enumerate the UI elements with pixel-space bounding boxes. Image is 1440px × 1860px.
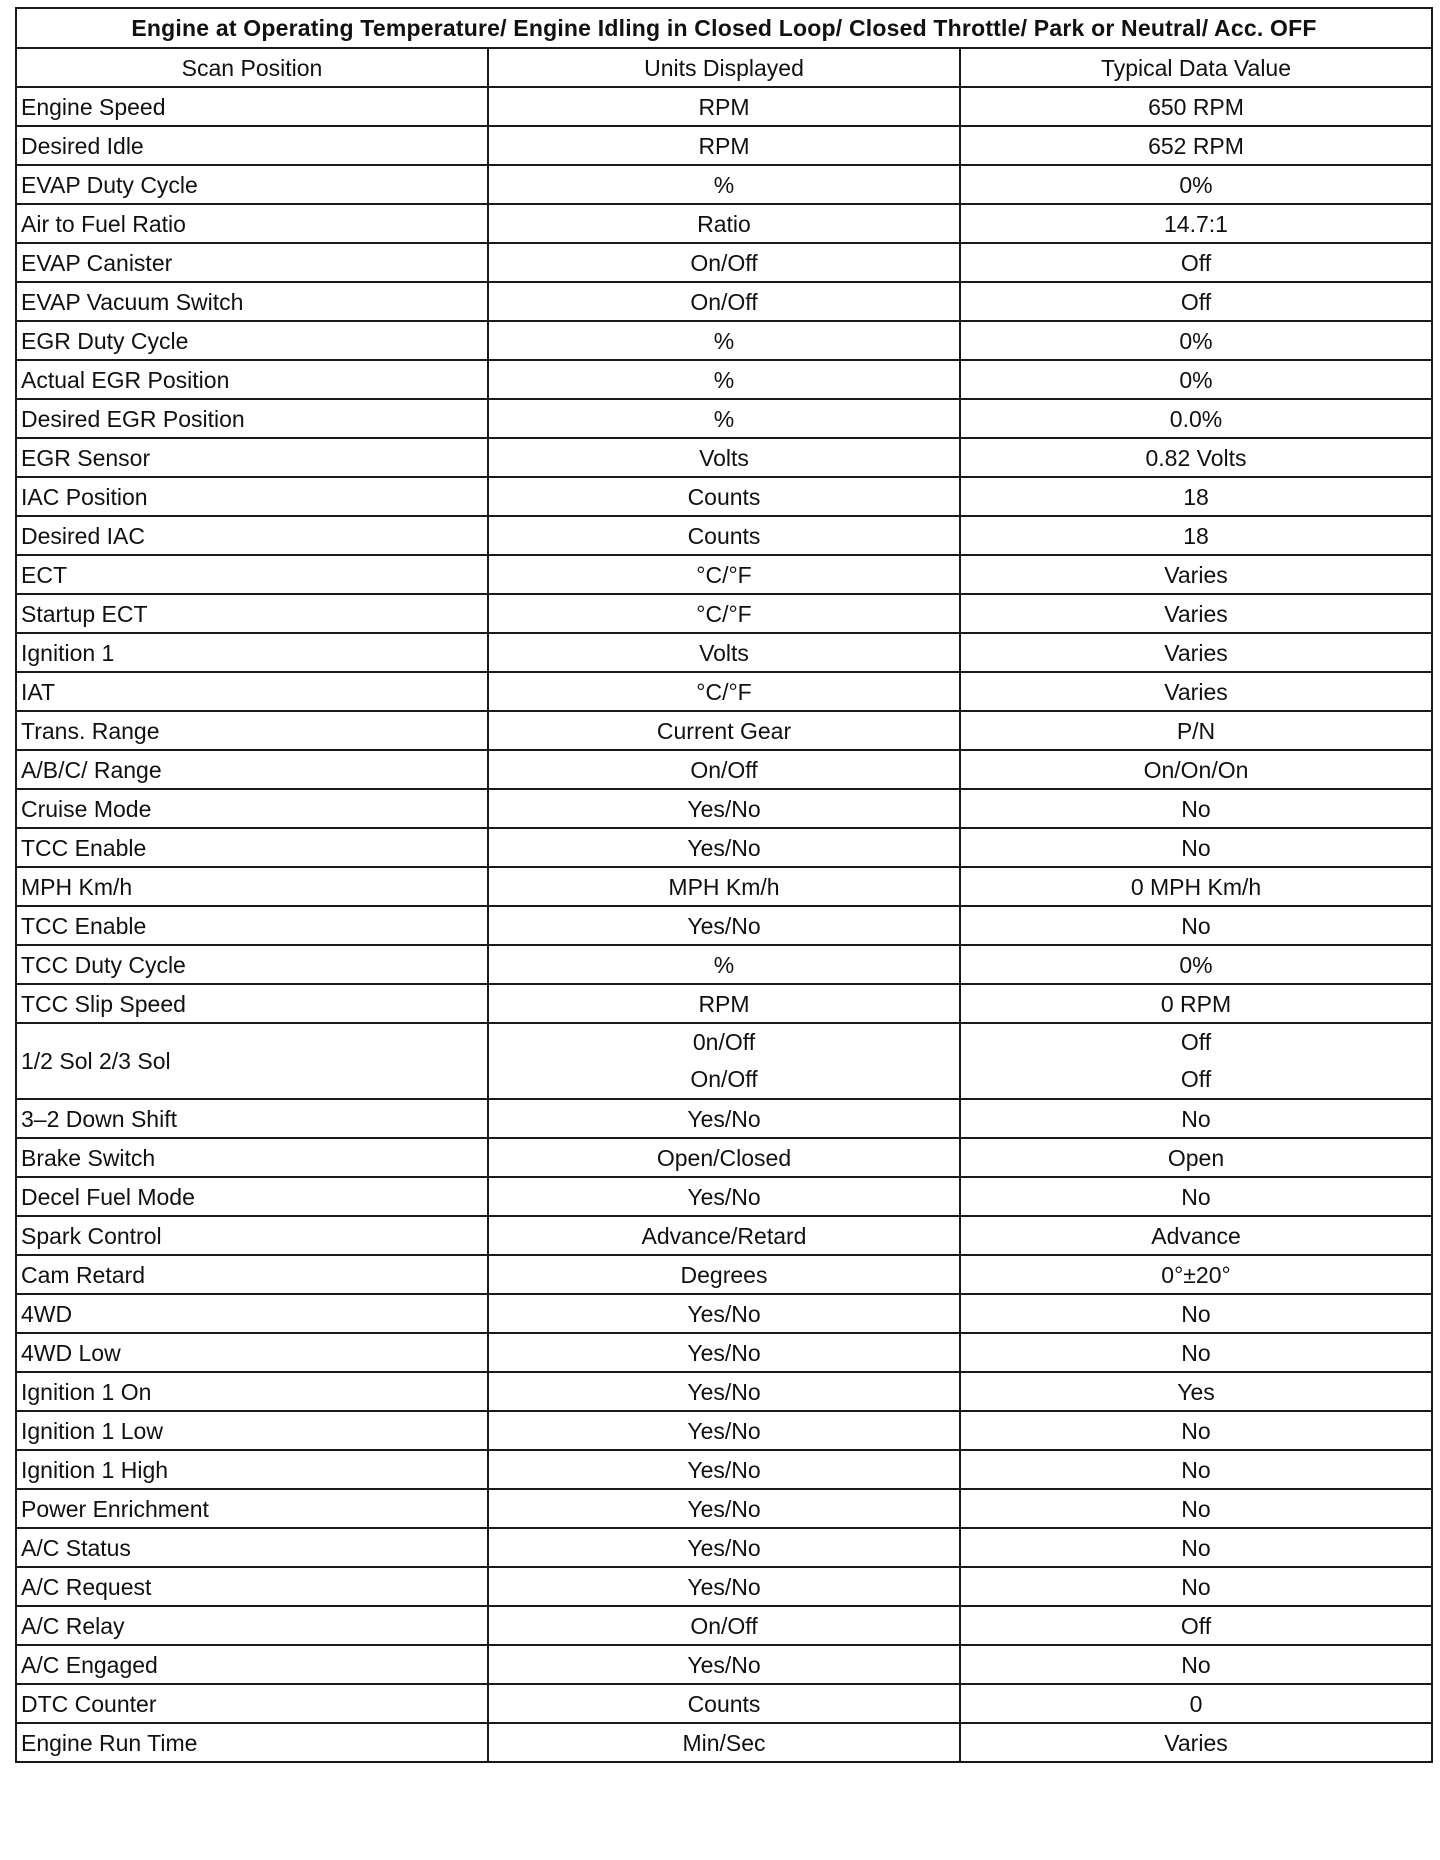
scan-position-cell: 4WD Low: [16, 1333, 488, 1372]
table-row: [16, 828, 1432, 867]
typical-value-cell: 0 RPM: [960, 984, 1432, 1023]
units-cell: Advance/Retard: [488, 1216, 960, 1255]
scan-position-cell: EGR Duty Cycle: [16, 321, 488, 360]
typical-value-cell: 0: [960, 1684, 1432, 1723]
table-row: [16, 867, 1432, 906]
table-row: [16, 360, 1432, 399]
units-cell-line-2: On/Off: [690, 1066, 758, 1092]
scan-position-cell: 4WD: [16, 1294, 488, 1333]
units-cell: %: [488, 945, 960, 984]
units-cell: MPH Km/h: [488, 867, 960, 906]
table-row: [16, 711, 1432, 750]
typical-value-cell: No: [960, 1333, 1432, 1372]
header-typical-data-value: Typical Data Value: [960, 48, 1432, 87]
units-cell: On/Off: [488, 1606, 960, 1645]
units-cell: Yes/No: [488, 1099, 960, 1138]
typical-value-cell: No: [960, 789, 1432, 828]
table-row: [16, 1138, 1432, 1177]
scan-position-cell: 3–2 Down Shift: [16, 1099, 488, 1138]
table-row: [16, 1606, 1432, 1645]
table-row: [16, 672, 1432, 711]
table-row: [16, 594, 1432, 633]
scan-position-cell: IAC Position: [16, 477, 488, 516]
typical-value-cell: 0 MPH Km/h: [960, 867, 1432, 906]
table-row: [16, 1489, 1432, 1528]
scan-position-cell: A/C Request: [16, 1567, 488, 1606]
typical-value-cell: 0%: [960, 945, 1432, 984]
scan-position-cell: A/C Relay: [16, 1606, 488, 1645]
table-row: [16, 1177, 1432, 1216]
typical-value-cell: No: [960, 906, 1432, 945]
scan-position-cell: IAT: [16, 672, 488, 711]
units-cell: Counts: [488, 516, 960, 555]
table-row: [16, 1528, 1432, 1567]
units-cell: Ratio: [488, 204, 960, 243]
header-units-displayed: Units Displayed: [488, 48, 960, 87]
units-cell: RPM: [488, 87, 960, 126]
typical-value-cell: Varies: [960, 633, 1432, 672]
typical-value-cell: 18: [960, 477, 1432, 516]
scan-position-cell: Spark Control: [16, 1216, 488, 1255]
table-row: [16, 243, 1432, 282]
typical-value-cell: 0%: [960, 165, 1432, 204]
table-row: [16, 1411, 1432, 1450]
table-row: [16, 1567, 1432, 1606]
table-header-row: [16, 48, 1432, 87]
table-row: [16, 945, 1432, 984]
units-cell: °C/°F: [488, 555, 960, 594]
units-cell: RPM: [488, 984, 960, 1023]
table-row: [16, 1333, 1432, 1372]
scan-position-cell: Brake Switch: [16, 1138, 488, 1177]
units-cell: Yes/No: [488, 1411, 960, 1450]
scan-position-cell: Decel Fuel Mode: [16, 1177, 488, 1216]
table-row: [16, 789, 1432, 828]
typical-value-cell: No: [960, 1099, 1432, 1138]
scan-position-cell: Ignition 1 On: [16, 1372, 488, 1411]
table-row: [16, 1723, 1432, 1762]
table-row: [16, 984, 1432, 1023]
typical-value-cell: 0.0%: [960, 399, 1432, 438]
typical-value-cell: 652 RPM: [960, 126, 1432, 165]
units-cell: °C/°F: [488, 594, 960, 633]
scan-position-cell: Cam Retard: [16, 1255, 488, 1294]
units-cell: Yes/No: [488, 1333, 960, 1372]
scan-position-cell: EGR Sensor: [16, 438, 488, 477]
typical-value-cell: 0%: [960, 321, 1432, 360]
scan-position-cell: Ignition 1 Low: [16, 1411, 488, 1450]
units-cell: Current Gear: [488, 711, 960, 750]
table-row: [16, 438, 1432, 477]
table-row: [16, 165, 1432, 204]
typical-value-cell: 0%: [960, 360, 1432, 399]
scan-position-cell: Desired Idle: [16, 126, 488, 165]
table-row: [16, 477, 1432, 516]
scan-position-cell: A/C Status: [16, 1528, 488, 1567]
typical-value-cell: No: [960, 1528, 1432, 1567]
units-cell: Yes/No: [488, 1528, 960, 1567]
scan-position-cell: MPH Km/h: [16, 867, 488, 906]
table-row: [16, 1684, 1432, 1723]
scan-position-cell: A/B/C/ Range: [16, 750, 488, 789]
units-cell: [488, 1023, 960, 1099]
typical-value-cell: 14.7:1: [960, 204, 1432, 243]
scan-position-cell: ECT: [16, 555, 488, 594]
scan-position-cell: TCC Enable: [16, 906, 488, 945]
scan-position-cell: Engine Speed: [16, 87, 488, 126]
units-cell: %: [488, 321, 960, 360]
units-cell: Yes/No: [488, 1372, 960, 1411]
scan-data-table: [15, 7, 1433, 1763]
typical-value-cell: No: [960, 1489, 1432, 1528]
units-cell: Yes/No: [488, 828, 960, 867]
typical-value-cell: No: [960, 1450, 1432, 1489]
table-row: [16, 906, 1432, 945]
typical-value-cell: On/On/On: [960, 750, 1432, 789]
units-cell: RPM: [488, 126, 960, 165]
typical-value-cell: Off: [960, 243, 1432, 282]
typical-value-cell: Off: [960, 1606, 1432, 1645]
typical-value-cell-line-2: Off: [1180, 1066, 1212, 1092]
typical-value-cell: Varies: [960, 672, 1432, 711]
scan-position-cell: EVAP Duty Cycle: [16, 165, 488, 204]
units-cell: Yes/No: [488, 1645, 960, 1684]
table-title: Engine at Operating Temperature/ Engine Idling in Closed Loop/ Closed Throttle/ Park or Neutral/ Acc. OFF: [16, 8, 1432, 48]
table-row: [16, 1450, 1432, 1489]
scan-position-cell: TCC Enable: [16, 828, 488, 867]
scan-position-cell: Cruise Mode: [16, 789, 488, 828]
scan-position-cell: Air to Fuel Ratio: [16, 204, 488, 243]
table-row: [16, 399, 1432, 438]
table-body: [16, 87, 1432, 1762]
typical-value-cell: Yes: [960, 1372, 1432, 1411]
typical-value-cell: No: [960, 1177, 1432, 1216]
table-row: [16, 321, 1432, 360]
units-cell: Volts: [488, 633, 960, 672]
scan-position-cell: A/C Engaged: [16, 1645, 488, 1684]
units-cell: On/Off: [488, 750, 960, 789]
typical-value-cell: No: [960, 1645, 1432, 1684]
units-cell: %: [488, 165, 960, 204]
units-cell: Yes/No: [488, 1177, 960, 1216]
scan-position-cell: 1/2 Sol 2/3 Sol: [16, 1023, 488, 1099]
units-cell: Yes/No: [488, 1450, 960, 1489]
scan-position-cell: Actual EGR Position: [16, 360, 488, 399]
typical-value-cell: Advance: [960, 1216, 1432, 1255]
table-row: [16, 1645, 1432, 1684]
typical-value-cell: [960, 1023, 1432, 1099]
table-row: [16, 1099, 1432, 1138]
units-cell: Yes/No: [488, 789, 960, 828]
table-row: [16, 126, 1432, 165]
table-row: [16, 204, 1432, 243]
units-cell: Counts: [488, 1684, 960, 1723]
typical-value-cell: No: [960, 1411, 1432, 1450]
typical-value-cell: 0°±20°: [960, 1255, 1432, 1294]
table-row: [16, 1216, 1432, 1255]
typical-value-cell: No: [960, 1294, 1432, 1333]
units-cell: Yes/No: [488, 1567, 960, 1606]
units-cell: Open/Closed: [488, 1138, 960, 1177]
scan-position-cell: TCC Slip Speed: [16, 984, 488, 1023]
scan-position-cell: DTC Counter: [16, 1684, 488, 1723]
scan-position-cell: Desired IAC: [16, 516, 488, 555]
units-cell-line-1: 0n/Off: [692, 1029, 756, 1055]
table-row: [16, 750, 1432, 789]
typical-value-cell: 18: [960, 516, 1432, 555]
table-row: [16, 1023, 1432, 1099]
typical-value-cell: P/N: [960, 711, 1432, 750]
typical-value-cell: Varies: [960, 1723, 1432, 1762]
units-cell: Yes/No: [488, 1489, 960, 1528]
units-cell: %: [488, 360, 960, 399]
typical-value-cell: No: [960, 1567, 1432, 1606]
units-cell: Yes/No: [488, 1294, 960, 1333]
typical-value-cell: No: [960, 828, 1432, 867]
typical-value-cell: 0.82 Volts: [960, 438, 1432, 477]
scan-position-cell: Power Enrichment: [16, 1489, 488, 1528]
scan-position-cell: EVAP Vacuum Switch: [16, 282, 488, 321]
table-row: [16, 516, 1432, 555]
table-title-row: [16, 8, 1432, 48]
scan-position-cell: Desired EGR Position: [16, 399, 488, 438]
scan-position-cell: Ignition 1: [16, 633, 488, 672]
units-cell: °C/°F: [488, 672, 960, 711]
scan-position-cell: TCC Duty Cycle: [16, 945, 488, 984]
table-row: [16, 282, 1432, 321]
units-cell: Counts: [488, 477, 960, 516]
typical-value-cell: Off: [960, 282, 1432, 321]
typical-value-cell: Open: [960, 1138, 1432, 1177]
scan-position-cell: Trans. Range: [16, 711, 488, 750]
units-cell: On/Off: [488, 243, 960, 282]
table-row: [16, 555, 1432, 594]
typical-value-cell: Varies: [960, 594, 1432, 633]
typical-value-cell: Varies: [960, 555, 1432, 594]
scan-position-cell: EVAP Canister: [16, 243, 488, 282]
table-row: [16, 1372, 1432, 1411]
units-cell: %: [488, 399, 960, 438]
typical-value-cell-line-1: Off: [1180, 1029, 1212, 1055]
scan-position-cell: Startup ECT: [16, 594, 488, 633]
units-cell: Degrees: [488, 1255, 960, 1294]
header-scan-position: Scan Position: [16, 48, 488, 87]
table-row: [16, 1255, 1432, 1294]
units-cell: Yes/No: [488, 906, 960, 945]
scan-position-cell: Engine Run Time: [16, 1723, 488, 1762]
units-cell: Min/Sec: [488, 1723, 960, 1762]
table-row: [16, 1294, 1432, 1333]
scan-position-cell: Ignition 1 High: [16, 1450, 488, 1489]
units-cell: Volts: [488, 438, 960, 477]
typical-value-cell: 650 RPM: [960, 87, 1432, 126]
table-row: [16, 87, 1432, 126]
table-row: [16, 633, 1432, 672]
units-cell: On/Off: [488, 282, 960, 321]
